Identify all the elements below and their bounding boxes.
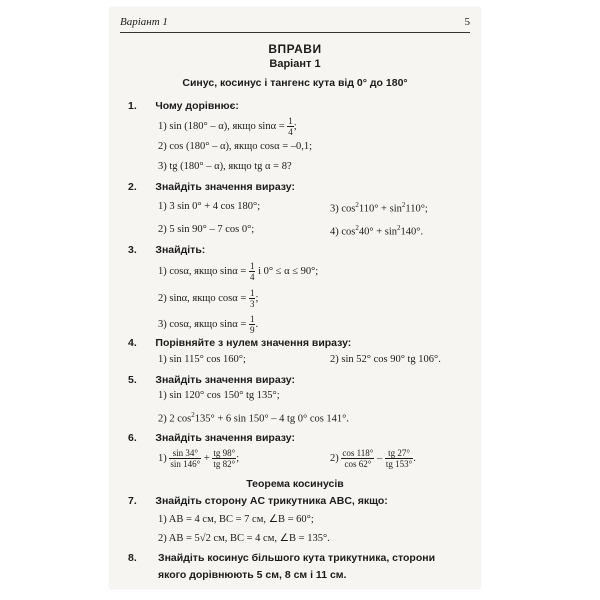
item-end: ; bbox=[236, 452, 240, 464]
variant-heading: Варіант 1 bbox=[269, 58, 321, 70]
task-7-item-2: 2) AB = 5√2 см, BC = 4 см, ∠B = 135°. bbox=[158, 533, 330, 544]
item-end: . bbox=[413, 452, 416, 464]
fraction bbox=[169, 448, 201, 469]
task-6-item-2 bbox=[330, 448, 416, 469]
task-4 bbox=[128, 337, 351, 349]
denominator: 3 bbox=[249, 299, 255, 309]
task-7-item-1: 1) AB = 4 см, BC = 7 см, ∠B = 60°; bbox=[158, 514, 314, 525]
task-text: Знайдіть значення виразу: bbox=[155, 181, 295, 193]
task-number: 5. bbox=[128, 374, 137, 386]
task-number: 4. bbox=[128, 337, 137, 349]
book-page bbox=[110, 8, 480, 588]
item-prefix: 1) bbox=[158, 452, 167, 464]
task-number: 7. bbox=[128, 495, 137, 507]
task-number: 2. bbox=[128, 181, 137, 193]
task-2-item-3: 3) $\cos^2110^\circ + \sin^2110^\circ$; bbox=[330, 201, 428, 215]
numerator: sin 34° bbox=[169, 448, 201, 459]
fraction bbox=[385, 448, 413, 469]
task-4-item-2: 2) sin 52° cos 90° tg 106°. bbox=[330, 354, 441, 365]
running-header bbox=[120, 16, 470, 33]
task-3 bbox=[128, 244, 205, 256]
task-5 bbox=[128, 374, 295, 386]
task-3-item-3 bbox=[158, 314, 258, 335]
item-end: ; bbox=[293, 120, 297, 132]
task-text: Порівняйте з нулем значення виразу: bbox=[155, 337, 352, 349]
task-8-number bbox=[128, 552, 137, 564]
task-text: Знайдіть: bbox=[155, 244, 206, 256]
task-text: Знайдіть сторону AC трикутника ABC, якщо: bbox=[155, 495, 388, 507]
task-1-item-1 bbox=[158, 116, 297, 137]
denominator: sin 146° bbox=[170, 459, 201, 469]
fraction bbox=[212, 448, 236, 469]
denominator: 4 bbox=[288, 127, 293, 137]
task-5-item-2: 2) 2 $\cos^2135^\circ + 6$ sin 150° – 4 tg 0° cos 141°. bbox=[158, 411, 350, 425]
task-text: Знайдіть значення виразу: bbox=[155, 432, 295, 444]
task-text: Чому дорівнює: bbox=[155, 100, 239, 112]
numerator: 1 bbox=[288, 116, 293, 126]
item-text: 3) cosα, якщо sinα = bbox=[158, 318, 247, 330]
numerator: 1 bbox=[249, 288, 255, 298]
page-number: 5 bbox=[464, 16, 470, 28]
task-8-text: Знайдіть косинус більшого кута трикутника, сторони якого дорівнюють 5 см, 8 см і 11 см. bbox=[158, 552, 436, 581]
fraction bbox=[341, 448, 374, 469]
item-text: 1) sin (180° – α), якщо sinα = bbox=[158, 120, 285, 132]
task-number: 6. bbox=[128, 432, 137, 444]
fraction bbox=[249, 261, 256, 282]
item-prefix: 2) bbox=[330, 452, 339, 464]
task-1-item-3: 3) tg (180° – α), якщо tg α = 8? bbox=[158, 161, 292, 172]
item-end: ; bbox=[255, 292, 259, 304]
task-6-item-1 bbox=[158, 448, 239, 469]
denominator: 4 bbox=[249, 272, 255, 282]
task-2-item-1: 1) 3 sin 0° + 4 cos 180°; bbox=[158, 201, 261, 212]
denominator: tg 82° bbox=[213, 459, 236, 469]
task-2-item-4: 4) $\cos^240^\circ + \sin^2140^\circ$. bbox=[330, 224, 424, 238]
item-text: 2) sinα, якщо cosα = bbox=[158, 292, 247, 304]
task-1 bbox=[128, 100, 239, 112]
task-text: Знайдіть значення виразу: bbox=[155, 374, 295, 386]
task-7 bbox=[128, 495, 388, 507]
task-2-item-2: 2) 5 sin 90° – 7 cos 0°; bbox=[158, 224, 255, 235]
task-2 bbox=[128, 181, 295, 193]
denominator: 9 bbox=[249, 325, 255, 335]
numerator: 1 bbox=[249, 314, 255, 324]
header-variant: Варіант 1 bbox=[120, 16, 168, 28]
item-text: 1) cosα, якщо sinα = bbox=[158, 265, 247, 277]
item-end: і 0° ≤ α ≤ 90°; bbox=[258, 265, 319, 277]
section-heading-trig: Синус, косинус і тангенс кута від 0° до 180° bbox=[182, 77, 408, 89]
task-1-item-2: 2) cos (180° – α), якщо cosα = –0,1; bbox=[158, 141, 313, 152]
numerator: cos 118° bbox=[342, 448, 374, 458]
task-3-item-1 bbox=[158, 261, 318, 282]
task-number: 3. bbox=[128, 244, 137, 256]
numerator: tg 98° bbox=[213, 448, 236, 458]
denominator: tg 153° bbox=[385, 459, 413, 469]
item-end: . bbox=[255, 318, 259, 330]
task-3-item-2 bbox=[158, 288, 258, 309]
task-number: 8. bbox=[128, 552, 137, 564]
denominator: cos 62° bbox=[344, 459, 372, 469]
task-4-item-1: 1) sin 115° cos 160°; bbox=[158, 354, 246, 365]
numerator: 1 bbox=[249, 261, 255, 271]
numerator: tg 27° bbox=[385, 448, 413, 459]
task-6 bbox=[128, 432, 295, 444]
page-title: ВПРАВИ bbox=[268, 42, 322, 56]
operator: – bbox=[377, 452, 383, 464]
task-5-item-1: 1) sin 120° cos 150° tg 135°; bbox=[158, 390, 280, 401]
section-heading-cosine: Теорема косинусів bbox=[246, 478, 344, 490]
operator: + bbox=[203, 452, 210, 464]
task-number: 1. bbox=[128, 100, 137, 112]
